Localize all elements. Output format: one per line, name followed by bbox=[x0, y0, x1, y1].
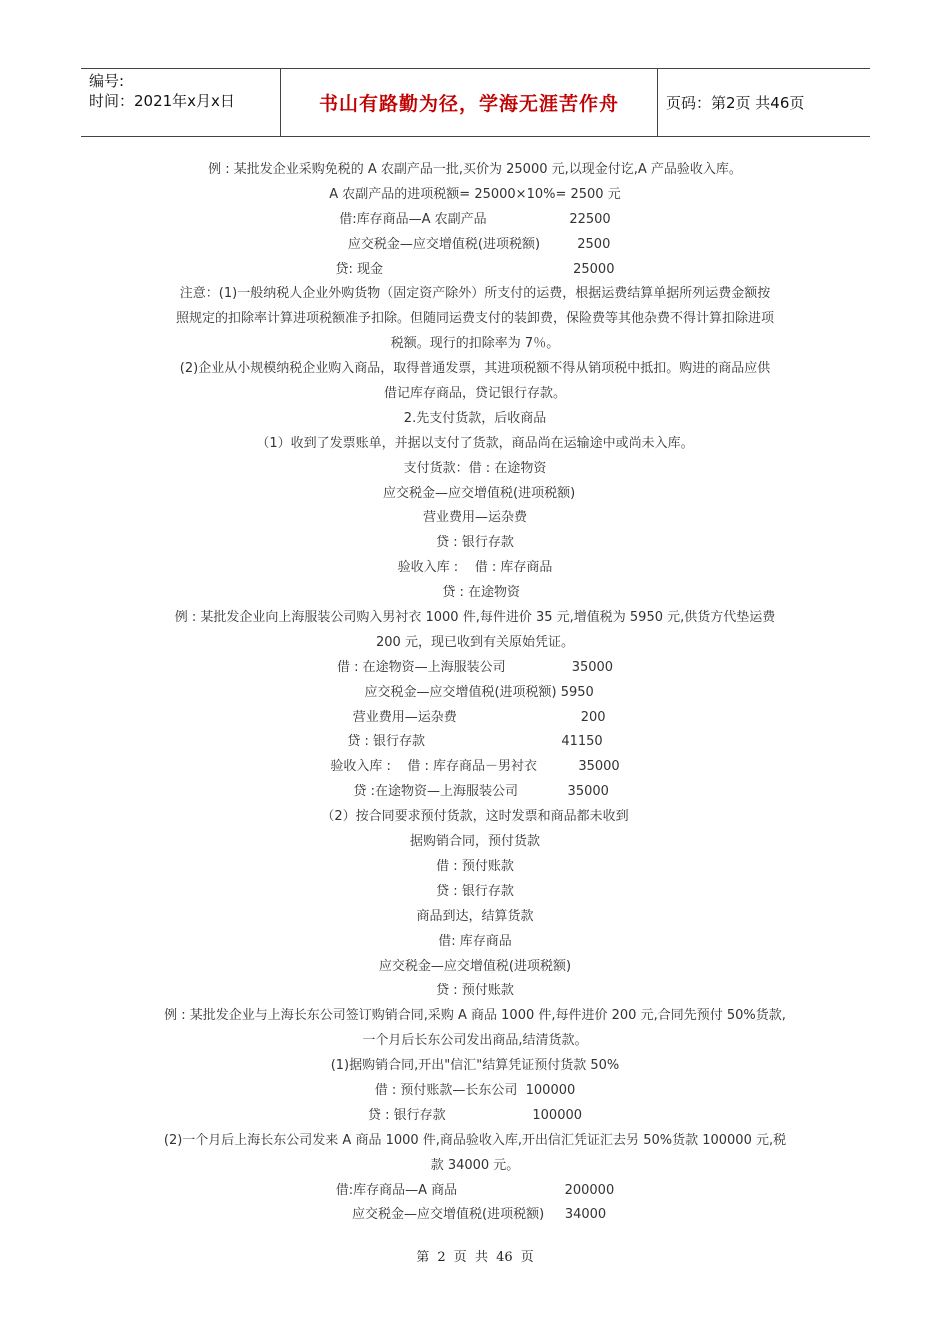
motto-text: 书山有路勤为径，学海无涯苦作舟 bbox=[318, 93, 619, 115]
text-line: 贷 : 在途物资 bbox=[429, 585, 521, 601]
text-line: 贷 : 预付账款 bbox=[436, 983, 514, 999]
footer-text: 共 bbox=[474, 1250, 488, 1265]
page-footer bbox=[0, 1246, 950, 1265]
text-line: (1)据购销合同,开出"信汇"结算凭证预付货款 50% bbox=[330, 1058, 620, 1074]
text-line: 照规定的扣除率计算进项税额准予扣除。但随同运费支付的装卸费，保险费等其他杂费不得计算扣除进项 bbox=[175, 311, 774, 327]
text-line: 应交税金—应交增值税(进项税额) 2500 bbox=[339, 236, 611, 252]
text-line: (2)一个月后上海长东公司发来 A 商品 1000 件,商品验收入库,开出信汇凭证汇去另 50%货款 100000 元,税 bbox=[163, 1132, 787, 1148]
text-line: 2.先支付货款，后收商品 bbox=[403, 410, 547, 426]
text-line: 应交税金—应交增值税(进项税额) bbox=[378, 958, 572, 974]
text-line: A 农副产品的进项税额= 25000×10%= 2500 元 bbox=[329, 186, 621, 202]
text-line: 贷 :在途物资—上海服装公司 35000 bbox=[341, 784, 609, 800]
text-line: 税额。现行的扣除率为 7％。 bbox=[390, 336, 560, 352]
text-line: （2）按合同要求预付货款，这时发票和商品都未收到 bbox=[321, 809, 629, 825]
text-line: 贷: 现金 25000 bbox=[335, 261, 615, 277]
date-label: 时间：2021年x月x日 bbox=[89, 92, 235, 110]
header-page-cell bbox=[658, 69, 870, 136]
text-line: 注意：(1)一般纳税人企业外购货物（固定资产除外）所支付的运费，根据运费结算单据所列运费金额按 bbox=[179, 286, 771, 302]
footer-text: 页 bbox=[520, 1250, 534, 1265]
text-line: 应交税金—应交增值税(进项税额) 34000 bbox=[343, 1207, 607, 1223]
text-line: 商品到达，结算货款 bbox=[416, 908, 534, 924]
text-line: 支付货款：借 : 在途物资 bbox=[403, 460, 547, 476]
page-label: 页码：第2页 共46页 bbox=[666, 94, 805, 112]
text-line: 借 : 预付账款 bbox=[436, 858, 514, 874]
text-line: 贷 : 银行存款 41150 bbox=[347, 734, 603, 750]
text-line: 例 : 某批发企业向上海服装公司购入男衬衣 1000 件,每件进价 35 元,增值税为 5950 元,供货方代垫运费 bbox=[174, 610, 776, 626]
footer-total-pages: 46 bbox=[496, 1250, 513, 1265]
text-line: 借 : 预付账款—长东公司 100000 bbox=[374, 1082, 576, 1098]
text-line: 验收入库 : 借 : 库存商品 bbox=[397, 560, 553, 576]
text-line: 借 : 在途物资—上海服装公司 35000 bbox=[336, 659, 614, 675]
text-line: 营业费用—运杂费 bbox=[422, 510, 527, 526]
document-body bbox=[120, 158, 830, 1228]
header-motto-cell bbox=[281, 69, 658, 136]
text-line: 营业费用—运杂费 200 bbox=[344, 709, 606, 725]
text-line: 验收入库 : 借 : 库存商品－男衬衣 35000 bbox=[330, 759, 620, 775]
footer-text: 页 bbox=[453, 1250, 467, 1265]
text-line: 例 : 某批发企业与上海长东公司签订购销合同,采购 A 商品 1000 件,每件进价 200 元,合同先预付 50%货款, bbox=[164, 1008, 786, 1024]
text-line: 应交税金—应交增值税(进项税额) 5950 bbox=[356, 684, 594, 700]
footer-text: 第 bbox=[416, 1250, 430, 1265]
page-header bbox=[81, 68, 870, 137]
text-line: 一个月后长东公司发出商品,结清货款。 bbox=[362, 1033, 588, 1049]
code-label: 编号: bbox=[89, 72, 125, 90]
header-info-cell bbox=[81, 69, 281, 136]
text-line: 贷 : 银行存款 bbox=[436, 883, 514, 899]
text-line: 借: 库存商品 bbox=[438, 933, 512, 949]
text-line: 借:库存商品—A 商品 200000 bbox=[335, 1182, 615, 1198]
text-line: 200 元，现已收到有关原始凭证。 bbox=[376, 634, 574, 650]
text-line: 贷 : 银行存款 100000 bbox=[367, 1107, 583, 1123]
text-line: 据购销合同，预付货款 bbox=[409, 834, 540, 850]
text-line: 借记库存商品，贷记银行存款。 bbox=[383, 386, 566, 402]
text-line: 贷 : 银行存款 bbox=[436, 535, 514, 551]
text-line: (2)企业从小规模纳税企业购入商品，取得普通发票，其进项税额不得从销项税中抵扣。购进的商品应供 bbox=[179, 361, 771, 377]
text-line: 款 34000 元。 bbox=[430, 1157, 520, 1173]
text-line: 应交税金—应交增值税(进项税额) bbox=[374, 485, 576, 501]
footer-page-number: 2 bbox=[437, 1250, 446, 1265]
text-line: 借:库存商品—A 农副产品 22500 bbox=[339, 211, 611, 227]
text-line: 例 : 某批发企业采购免税的 A 农副产品一批,买价为 25000 元,以现金付讫,A 产品验收入库。 bbox=[208, 162, 742, 177]
text-line: （1）收到了发票账单，并据以支付了货款，商品尚在运输途中或尚未入库。 bbox=[256, 435, 694, 451]
